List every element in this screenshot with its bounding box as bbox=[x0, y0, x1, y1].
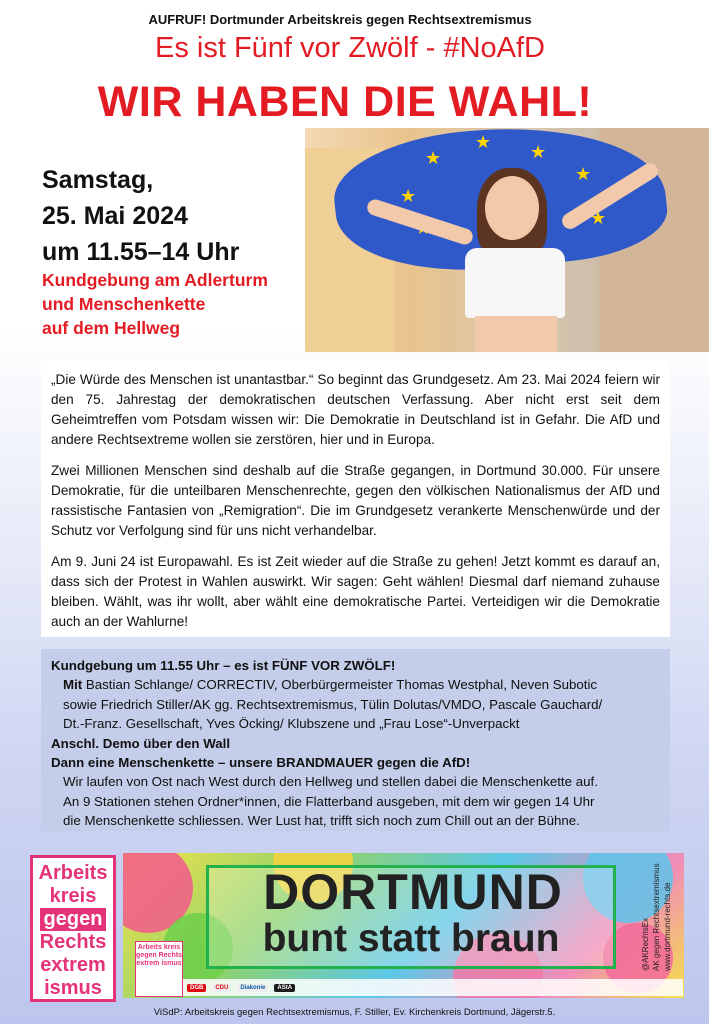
sponsor-strip bbox=[183, 979, 683, 996]
sponsor-logo: DGB bbox=[187, 984, 206, 992]
flag-star-icon: ★ bbox=[575, 164, 592, 184]
speakers-label: Mit bbox=[63, 677, 83, 693]
paragraph-3: Am 9. Juni 24 ist Europawahl. Es ist Zeit wieder auf die Straße zu gehen! Jetzt kommt es darauf an, dass sich der Protest in Wahlen auswirkt. Wir sagen: Geht wählen! Diesmal darf niemand zuhause bleiben. Wählt, was ihr wollt, aber wählt eine demokratische Partei. Verteidigen wir die Demokratie auch an der Wahlurne! bbox=[51, 554, 660, 629]
paragraph-1: „Die Würde des Menschen ist unantastbar.“ So beginnt das Grundgesetz. Am 23. Mai 2024 feiern wir den 75. Jahrestag der demokratischen deutschen Verfassung. Aber nicht erst seit dem Geheimtreffen vom Potsdam wissen wir: Die Demokratie in Deutschland ist in Gefahr. Die AfD und andere Rechtsextreme wollen sie zerstören, hier und in Europa. bbox=[51, 372, 660, 447]
banner-contact bbox=[640, 861, 680, 971]
logo-line-2: kreis bbox=[49, 885, 97, 907]
sponsor-logo: CDU bbox=[212, 984, 231, 992]
dortmund-banner bbox=[123, 853, 684, 998]
flag-star-icon: ★ bbox=[590, 208, 607, 228]
event-description bbox=[42, 268, 268, 340]
program-info-box bbox=[41, 649, 670, 831]
main-text-box bbox=[41, 360, 670, 637]
banner-contact-name: AK gegen Rechtsextremismus bbox=[652, 863, 661, 971]
logo-line-4: Rechts bbox=[39, 931, 107, 953]
program-chain-line: Dann eine Menschenkette – unsere BRANDMAUER gegen die AfD! bbox=[51, 755, 471, 771]
logo-line-1: Arbeits bbox=[38, 862, 108, 884]
person-torso bbox=[475, 316, 557, 352]
banner-subtitle: bunt statt braun bbox=[262, 917, 560, 960]
program-speakers-line-2: sowie Friedrich Stiller/AK gg. Rechtsextremismus, Tülin Dolutas/VMDO, Pascale Gauchard/ bbox=[63, 696, 603, 712]
program-chain-desc-1: Wir laufen von Ost nach West durch den Hellweg und stellen dabei die Menschenkette auf. bbox=[63, 774, 598, 790]
banner-mini-logo: Arbeits kreis gegen Rechts extrem ismus bbox=[135, 941, 183, 997]
organizer-line: AUFRUF! Dortmunder Arbeitskreis gegen Rechtsextremismus bbox=[148, 12, 532, 27]
flag-star-icon: ★ bbox=[425, 148, 442, 168]
flag-star-icon: ★ bbox=[400, 186, 417, 206]
event-desc-line-1: Kundgebung am Adlerturm bbox=[42, 270, 268, 290]
speakers-text: Bastian Schlange/ CORRECTIV, Oberbürgermeister Thomas Westphal, Neven Subotic bbox=[82, 677, 598, 693]
event-day: Samstag, bbox=[42, 166, 154, 194]
person-shirt bbox=[465, 248, 565, 318]
program-chain-desc-3: die Menschenkette schliessen. Wer Lust hat, trifft sich noch zum Chill out an der Bühne. bbox=[63, 813, 580, 829]
program-speakers-line-1 bbox=[51, 675, 660, 694]
headline: WIR HABEN DIE WAHL! bbox=[97, 78, 593, 126]
event-date-block bbox=[42, 162, 239, 270]
event-date: 25. Mai 2024 bbox=[42, 202, 188, 230]
logo-line-3: gegen bbox=[40, 908, 107, 931]
banner-contact-handle: @AKRechtsEx bbox=[641, 917, 650, 971]
logo-line-5: extrem bbox=[40, 954, 106, 976]
event-time: um 11.55–14 Uhr bbox=[42, 238, 240, 266]
logo-line-6: ismus bbox=[44, 977, 102, 999]
subtitle: Es ist Fünf vor Zwölf - #NoAfD bbox=[155, 32, 545, 64]
program-rally-line: Kundgebung um 11.55 Uhr – es ist FÜNF VOR ZWÖLF! bbox=[51, 658, 396, 673]
program-demo-line: Anschl. Demo über den Wall bbox=[51, 735, 231, 751]
flag-star-icon: ★ bbox=[475, 132, 492, 152]
sponsor-logo: Diakonie bbox=[237, 984, 268, 992]
program-chain-desc-2: An 9 Stationen stehen Ordner*innen, die Flatterband ausgeben, mit dem wir gegen 14 Uhr bbox=[63, 793, 595, 809]
paragraph-2: Zwei Millionen Menschen sind deshalb auf die Straße gegangen, in Dortmund 30.000. Für unsere Demokratie, für die unteilbaren Menschenrechte, gegen den völkischen Nationalismus der AfD und rassistische Fantasien von „Remigration“. Die im Grundgesetz verankerte Menschenwürde und der Schutz vor Verfolgung sind für uns nicht verhandelbar. bbox=[51, 463, 660, 538]
banner-contact-url: www.dortmund-rechts.de bbox=[663, 882, 672, 971]
org-logo bbox=[30, 855, 116, 1002]
hero-photo bbox=[305, 128, 709, 352]
sponsor-logo: AStA bbox=[274, 984, 295, 992]
event-desc-line-3: auf dem Hellweg bbox=[42, 318, 181, 338]
flag-star-icon: ★ bbox=[530, 142, 547, 162]
banner-title: DORTMUND bbox=[263, 864, 563, 920]
event-desc-line-2: und Menschenkette bbox=[42, 294, 206, 314]
program-speakers-line-3: Dt.-Franz. Gesellschaft, Yves Öcking/ Klubszene und „Frau Lose“-Unverpackt bbox=[63, 716, 520, 732]
person-face bbox=[485, 176, 539, 240]
imprint-footer: ViSdP: Arbeitskreis gegen Rechtsextremismus, F. Stiller, Ev. Kirchenkreis Dortmund, Jägerstr.5. bbox=[153, 1007, 556, 1018]
